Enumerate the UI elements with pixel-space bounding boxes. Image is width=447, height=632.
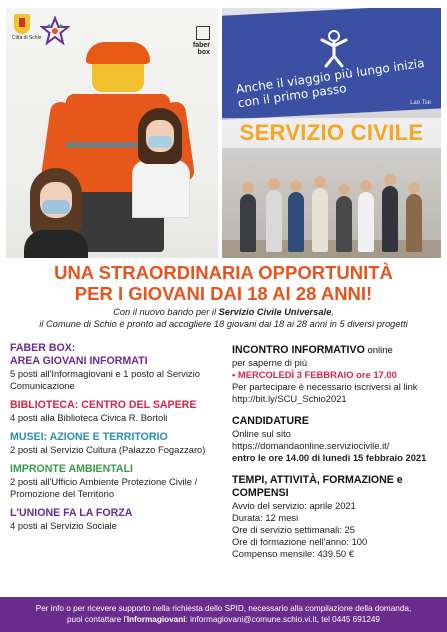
comune-di-schio-logo — [12, 14, 42, 44]
projects-column — [10, 342, 225, 539]
tempi-line: Ore di formazione nell'anno: 100 — [232, 536, 368, 547]
project-faber-box — [10, 342, 225, 392]
intro-line-2: il Comune di Schio è pronto ad accogliere 18 giovani dai 18 ai 28 anni in 5 diversi progetti — [39, 319, 408, 329]
project-description: 2 posti all'Ufficio Ambiente Protezione Civile / Promozione del Territorio — [10, 476, 198, 499]
crest-icon — [14, 14, 30, 34]
tempi-section — [232, 474, 444, 560]
info-column — [232, 344, 444, 570]
incontro-sub: per saperne di più — [232, 357, 308, 368]
project-description: 4 posti al Servizio Sociale — [10, 520, 117, 531]
candidature-line-1: Online sul sito — [232, 428, 291, 439]
incontro-title — [232, 344, 444, 357]
project-description: 2 posti al Servizio Cultura (Palazzo Fogazzaro) — [10, 444, 206, 455]
project-title: L'UNIONE FA LA FORZA — [10, 507, 133, 519]
intro-line-1a: Con il nuovo bando per il — [113, 307, 219, 317]
project-impronte-ambientali — [10, 463, 225, 500]
banner-quote: Anche il viaggio più lungo inizia con il primo passo — [235, 56, 426, 111]
intro-line-1c: , — [331, 307, 334, 317]
tempi-line: Durata: 12 mesi — [232, 512, 299, 523]
headline-line-1: UNA STRAORDINARIA OPPORTUNITÀ — [54, 262, 393, 283]
project-title: FABER BOX: — [10, 342, 76, 354]
servizio-civile-title: SERVIZIO CIVILE — [239, 120, 424, 145]
incontro-title-text: INCONTRO INFORMATIVO — [232, 344, 365, 356]
project-title: MUSEI: AZIONE E TERRITORIO — [10, 431, 168, 443]
candidature-title: CANDIDATURE — [232, 415, 309, 427]
group-of-young-people — [222, 158, 441, 258]
house-icon — [196, 26, 210, 40]
headline-line-2: PER I GIOVANI DAI 18 AI 28 ANNI! — [74, 283, 373, 304]
project-description: 4 posti alla Biblioteca Civica R. Bortoli — [10, 412, 168, 423]
faber-box-photo — [6, 8, 218, 258]
footer-contact-bar — [0, 597, 447, 632]
footer-line-1: Per info o per ricevere supporto nella richiesta dello SPID, necessario alla compilazione della domanda, — [35, 604, 412, 613]
banner-author: Lao Tse — [410, 100, 431, 106]
candidature-link[interactable]: https://domandaonline.serviziocivile.it/ — [232, 440, 390, 451]
servizio-civile-photo — [222, 8, 441, 258]
young-woman-standing — [130, 108, 192, 218]
main-headline — [0, 262, 447, 304]
project-unione — [10, 507, 225, 532]
project-title: BIBLIOTECA: CENTRO DEL SAPERE — [10, 399, 197, 411]
incontro-register-link[interactable]: Per partecipare è necessario iscriversi al link http://bit.ly/SCU_Schio2021 — [232, 381, 418, 404]
faber-box-logo-text: faber box — [192, 42, 210, 56]
footer-informagiovani: Informagiovani — [126, 615, 186, 624]
footer-contact-details[interactable]: : informagiovani@comune.schio.vi.it, tel 0445 691249 — [185, 615, 380, 624]
incontro-date: • MERCOLEDÌ 3 FEBBRAIO ore 17.00 — [232, 369, 397, 380]
tempi-title: TEMPI, ATTIVITÀ, FORMAZIONE e COMPENSI — [232, 474, 403, 499]
intro-text — [0, 306, 447, 330]
young-woman-foreground — [24, 168, 88, 258]
footer-line-2 — [0, 614, 447, 625]
candidature-deadline: entro le ore 14.00 di lunedì 15 febbraio 2021 — [232, 452, 427, 463]
project-description: 5 posti all'Informagiovani e 1 posto al Servizio Comunicazione — [10, 368, 200, 391]
banner-figure-icon — [312, 26, 356, 70]
tempi-line: Compenso mensile: 439.50 € — [232, 548, 354, 559]
project-subtitle: AREA GIOVANI INFORMATI — [10, 355, 148, 367]
incontro-informativo-section — [232, 344, 444, 405]
incontro-title-suffix: online — [364, 345, 393, 356]
tempi-line: Avvio del servizio: aprile 2021 — [232, 500, 356, 511]
footer-line-2a: puoi contattare l' — [67, 615, 127, 624]
comune-caption: Città di Schio — [12, 35, 42, 41]
project-musei — [10, 431, 225, 456]
intro-line-1b: Servizio Civile Universale — [218, 307, 332, 317]
project-title: IMPRONTE AMBIENTALI — [10, 463, 133, 475]
project-biblioteca — [10, 399, 225, 424]
tempi-line: Ore di servizio settimanali: 25 — [232, 524, 355, 535]
candidature-section — [232, 415, 444, 464]
